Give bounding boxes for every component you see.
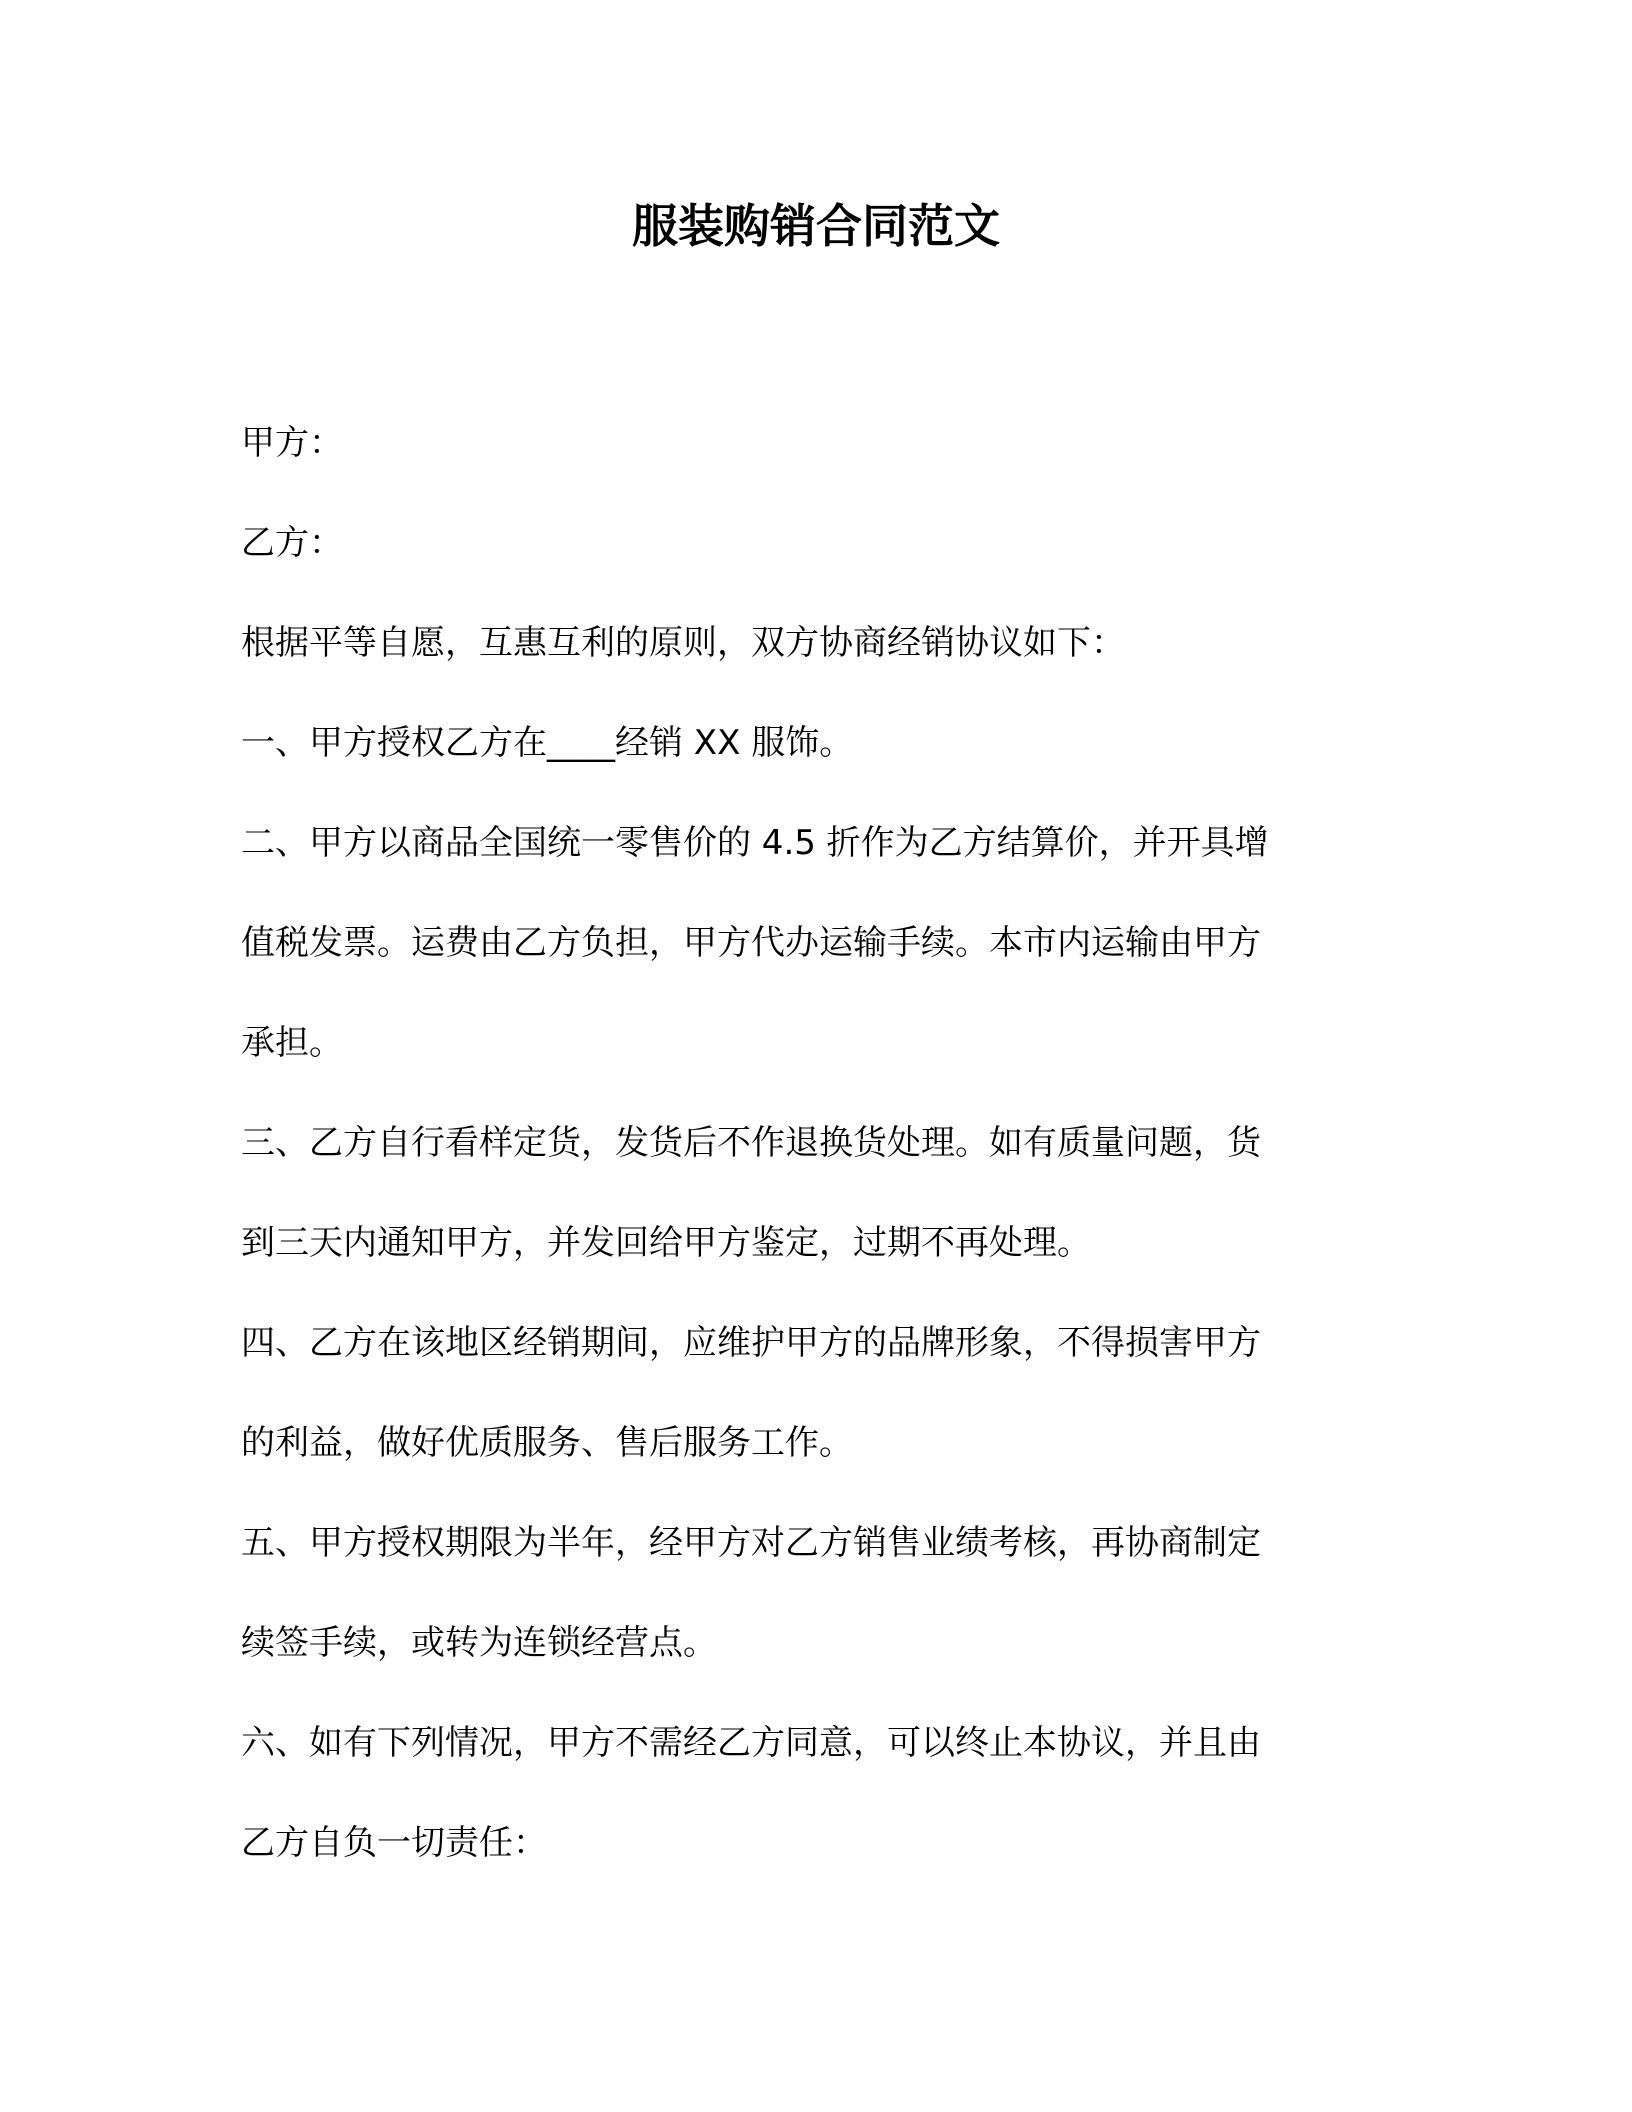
clause-2-line-1: 二、甲方以商品全国统一零售价的 4.5 折作为乙方结算价，并开具增: [241, 823, 1269, 863]
clause-2-line-2: 值税发票。运费由乙方负担，甲方代办运输手续。本市内运输由甲方: [241, 923, 1261, 963]
document-title: 服装购销合同范文: [632, 199, 1000, 253]
clause-2-line-3: 承担。: [241, 1023, 343, 1063]
clause-5-line-2: 续签手续，或转为连锁经营点。: [241, 1623, 717, 1663]
preamble-line: 根据平等自愿，互惠互利的原则，双方协商经销协议如下：: [241, 623, 1125, 663]
party-b-line: 乙方：: [241, 523, 343, 563]
clause-3-line-2: 到三天内通知甲方，并发回给甲方鉴定，过期不再处理。: [241, 1223, 1091, 1263]
document-body: [241, 418, 1361, 1918]
clause-6-line-2: 乙方自负一切责任：: [241, 1823, 547, 1863]
clause-1-line: 一、甲方授权乙方在____经销 XX 服饰。: [241, 723, 854, 763]
clause-4-line-2: 的利益，做好优质服务、售后服务工作。: [241, 1423, 853, 1463]
party-a-line: 甲方：: [241, 423, 343, 463]
clause-5-line-1: 五、甲方授权期限为半年，经甲方对乙方销售业绩考核，再协商制定: [241, 1523, 1261, 1563]
clause-6-line-1: 六、如有下列情况，甲方不需经乙方同意，可以终止本协议，并且由: [241, 1723, 1261, 1763]
clause-4-line-1: 四、乙方在该地区经销期间，应维护甲方的品牌形象，不得损害甲方: [241, 1323, 1261, 1363]
clause-3-line-1: 三、乙方自行看样定货，发货后不作退换货处理。如有质量问题，货: [241, 1123, 1261, 1163]
